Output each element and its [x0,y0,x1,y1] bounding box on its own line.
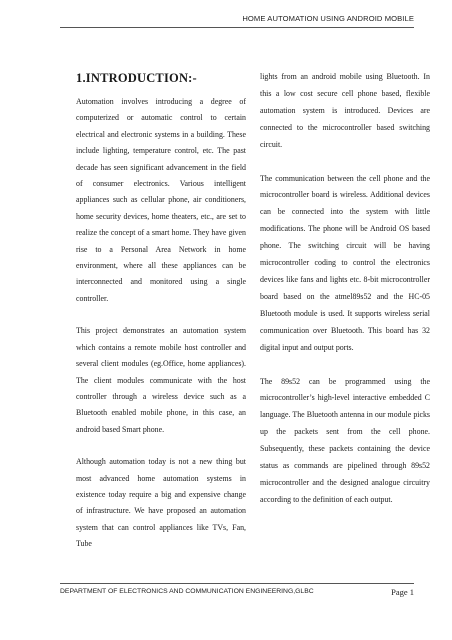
right-column [260,69,430,526]
footer-divider [60,583,414,584]
paragraph: lights from an android mobile using Bluetooth. In this a low cost secure cell phone based, flexible automation system is introduced. Devices are connected to the microcontroller based switching circuit. [260,72,430,149]
paragraph: This project demonstrates an automation system which contains a remote mobile host controller and several client modules (eg.Office, home appliances). The client modules communicate with the host controller through a wireless device such as a Bluetooth enabled mobile phone, in this case, an android based Smart phone. [76,326,246,434]
section-heading: 1.INTRODUCTION:- [76,71,197,85]
page-number: Page 1 [391,587,414,597]
paragraph: Although automation today is not a new thing but most advanced home automation systems in existence today require a big and expensive change of infrastructure. We have proposed an automation system that can control appliances like TVs, Fan, Tube [76,457,246,549]
running-header: HOME AUTOMATION USING ANDROID MOBILE [242,14,414,23]
paragraph: The communication between the cell phone and the microcontroller board is wireless. Additional devices can be connected into the system with little modifications. The phone will be Android OS based phone. The switching circuit will be having microcontroller coding to control the electronics devices like fans and lights etc. 8-bit microcontroller board based on the atmel89s52 and the HC-05 Bluetooth module is used. It supports wireless serial communication over Bluetooth. This board has 32 digital input and output ports. [260,173,430,352]
paragraph: The 89s52 can be programmed using the microcontroller’s high-level interactive embedded C language. The Bluetooth antenna in our module picks up the packets sent from the cell phone. Subsequently, these packets containing the device status as commands are pipelined through 89s52 microcontroller and the designed analogue circuitry according to the definition of each output. [260,376,430,504]
header-divider [60,27,414,28]
paragraph: Automation involves introducing a degree of computerized or automatic control to certain electrical and electronic systems in a building. These include lighting, temperature control, etc. The past decade has seen significant advancement in the field of consumer electronics. Various intelligent appliances such as cellular phone, air conditioners, home security devices, home theaters, etc., are set to realize the concept of a smart home. They have given rise to a Personal Area Network in home environment, where all these appliances can be interconnected and monitored using a single controller. [76,97,246,303]
footer-department: DEPARTMENT OF ELECTRONICS AND COMMUNICATION ENGINEERING,GLBC [60,588,314,595]
left-column [76,68,246,569]
